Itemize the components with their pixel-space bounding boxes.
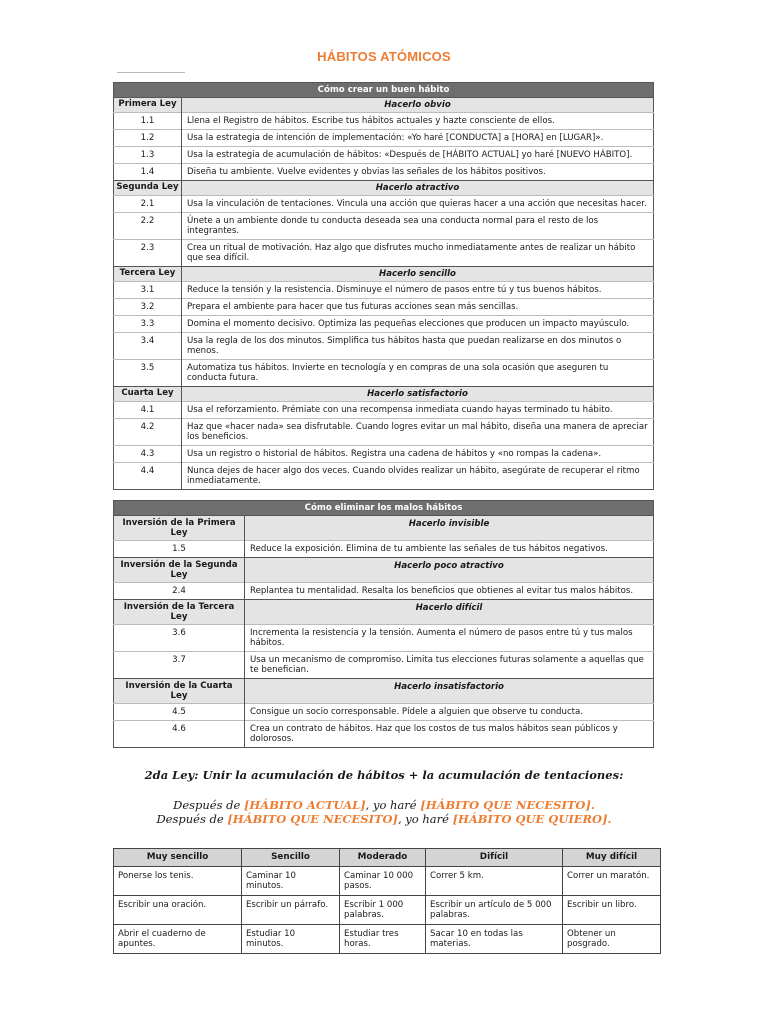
item-number: 2.1: [114, 196, 182, 213]
item-text: Domina el momento decisivo. Optimiza las pequeñas elecciones que producen un impacto mayúsculo.: [182, 316, 654, 333]
table-row: [114, 925, 661, 954]
item-text: Haz que «hacer nada» sea disfrutable. Cuando logres evitar un mal hábito, diseña una manera de apreciar los beneficios.: [182, 419, 654, 446]
item-number: 3.3: [114, 316, 182, 333]
formula-highlight: [HÁBITO QUE NECESITO]: [420, 798, 591, 812]
item-number: 2.3: [114, 240, 182, 267]
law-label: Tercera Ley: [114, 267, 182, 282]
law-label: Cuarta Ley: [114, 387, 182, 402]
item-text: Incrementa la resistencia y la tensión. Aumenta el número de pasos entre tú y tus malos hábitos.: [245, 625, 654, 652]
difficulty-cell: Escribir un párrafo.: [242, 896, 340, 925]
item-text: Llena el Registro de hábitos. Escribe tus hábitos actuales y hazte consciente de ellos.: [182, 113, 654, 130]
law-row: [114, 600, 654, 625]
item-number: 3.1: [114, 282, 182, 299]
formula-line-2: [0, 812, 768, 826]
item-text: Usa la vinculación de tentaciones. Vincula una acción que quieras hacer a una acción que necesitas hacer.: [182, 196, 654, 213]
item-number: 3.4: [114, 333, 182, 360]
item-text: Usa la estrategia de intención de implementación: «Yo haré [CONDUCTA] a [HORA] en [LUGAR]».: [182, 130, 654, 147]
formula-text: , yo haré: [365, 798, 421, 812]
table-row: [114, 446, 654, 463]
formula-highlight: [HÁBITO QUE NECESITO]: [227, 812, 398, 826]
break-table-body: [114, 516, 654, 748]
difficulty-cell: Sacar 10 en todas las materias.: [426, 925, 563, 954]
item-text: Automatiza tus hábitos. Invierte en tecnología y en compras de una sola ocasión que aseguren tu conducta futura.: [182, 360, 654, 387]
law-label: Inversión de la Tercera Ley: [114, 600, 245, 625]
table-row: [114, 213, 654, 240]
item-number: 2.4: [114, 583, 245, 600]
table-row: [114, 113, 654, 130]
table-row: [114, 652, 654, 679]
item-number: 1.4: [114, 164, 182, 181]
table-row: [114, 164, 654, 181]
table-row: [114, 130, 654, 147]
law-name: Hacerlo sencillo: [182, 267, 654, 282]
item-number: 1.3: [114, 147, 182, 164]
item-text: Usa el reforzamiento. Prémiate con una recompensa inmediata cuando hayas terminado tu hábito.: [182, 402, 654, 419]
law-name: Hacerlo invisible: [245, 516, 654, 541]
item-number: 3.5: [114, 360, 182, 387]
law-label: Inversión de la Cuarta Ley: [114, 679, 245, 704]
item-text: Reduce la exposición. Elimina de tu ambiente las señales de tus hábitos negativos.: [245, 541, 654, 558]
law-name: Hacerlo insatisfactorio: [245, 679, 654, 704]
difficulty-cell: Abrir el cuaderno de apuntes.: [114, 925, 242, 954]
item-text: Diseña tu ambiente. Vuelve evidentes y obvias las señales de los hábitos positivos.: [182, 164, 654, 181]
item-text: Crea un ritual de motivación. Haz algo que disfrutes mucho inmediatamente antes de realizar un hábito que sea difícil.: [182, 240, 654, 267]
difficulty-table: [113, 848, 661, 954]
table-row: [114, 541, 654, 558]
formula-line-1: [0, 798, 768, 812]
difficulty-header: Difícil: [426, 849, 563, 867]
difficulty-header: Muy difícil: [563, 849, 661, 867]
difficulty-cell: Estudiar tres horas.: [340, 925, 426, 954]
table-row: [114, 704, 654, 721]
item-number: 2.2: [114, 213, 182, 240]
table-row: [114, 299, 654, 316]
break-habit-table: [113, 500, 654, 748]
formula-text: Después de: [173, 798, 244, 812]
law-name: Hacerlo satisfactorio: [182, 387, 654, 402]
difficulty-cell: Correr un maratón.: [563, 867, 661, 896]
table-row: [114, 360, 654, 387]
law-row: [114, 267, 654, 282]
difficulty-header: Muy sencillo: [114, 849, 242, 867]
table-row: [114, 583, 654, 600]
item-number: 3.6: [114, 625, 245, 652]
formula-text: Después de: [156, 812, 228, 826]
item-text: Replantea tu mentalidad. Resalta los beneficios que obtienes al evitar tus malos hábitos.: [245, 583, 654, 600]
item-text: Nunca dejes de hacer algo dos veces. Cuando olvides realizar un hábito, asegúrate de recuperar el ritmo inmediatamente.: [182, 463, 654, 490]
create-habit-table: [113, 82, 654, 490]
law-row: [114, 558, 654, 583]
law-name: Hacerlo atractivo: [182, 181, 654, 196]
law-name: Hacerlo obvio: [182, 98, 654, 113]
item-number: 4.6: [114, 721, 245, 748]
item-number: 4.5: [114, 704, 245, 721]
item-text: Usa un mecanismo de compromiso. Limita tus elecciones futuras solamente a aquellas que te benefician.: [245, 652, 654, 679]
table-row: [114, 316, 654, 333]
law-row: [114, 98, 654, 113]
table-row: [114, 721, 654, 748]
table-row: [114, 463, 654, 490]
difficulty-header: Sencillo: [242, 849, 340, 867]
difficulty-header: Moderado: [340, 849, 426, 867]
table-row: [114, 625, 654, 652]
item-text: Usa un registro o historial de hábitos. Registra una cadena de hábitos y «no rompas la cadena».: [182, 446, 654, 463]
law-label: Segunda Ley: [114, 181, 182, 196]
difficulty-cell: Escribir 1 000 palabras.: [340, 896, 426, 925]
table-row: [114, 896, 661, 925]
item-number: 3.2: [114, 299, 182, 316]
item-number: 4.2: [114, 419, 182, 446]
page-title: HÁBITOS ATÓMICOS: [317, 49, 451, 64]
item-number: 3.7: [114, 652, 245, 679]
table-row: [114, 402, 654, 419]
difficulty-cell: Escribir un artículo de 5 000 palabras.: [426, 896, 563, 925]
item-text: Consigue un socio corresponsable. Pídele a alguien que observe tu conducta.: [245, 704, 654, 721]
law-label: Inversión de la Segunda Ley: [114, 558, 245, 583]
item-number: 4.1: [114, 402, 182, 419]
difficulty-cell: Estudiar 10 minutos.: [242, 925, 340, 954]
formula-title: 2da Ley: Unir la acumulación de hábitos + la acumulación de tentaciones:: [144, 768, 624, 782]
item-number: 4.3: [114, 446, 182, 463]
table-row: [114, 282, 654, 299]
item-number: 1.5: [114, 541, 245, 558]
table-row: [114, 240, 654, 267]
formula-text: , yo haré: [397, 812, 453, 826]
law-row: [114, 679, 654, 704]
difficulty-cell: Obtener un posgrado.: [563, 925, 661, 954]
formula-text: .: [607, 812, 612, 826]
difficulty-cell: Caminar 10 000 pasos.: [340, 867, 426, 896]
law-row: [114, 181, 654, 196]
item-number: 4.4: [114, 463, 182, 490]
table-row: [114, 196, 654, 213]
law-name: Hacerlo difícil: [245, 600, 654, 625]
item-text: Únete a un ambiente donde tu conducta deseada sea una conducta normal para el resto de los integrantes.: [182, 213, 654, 240]
item-text: Crea un contrato de hábitos. Haz que los costos de tus malos hábitos sean públicos y dolorosos.: [245, 721, 654, 748]
item-text: Reduce la tensión y la resistencia. Disminuye el número de pasos entre tú y tus buenos hábitos.: [182, 282, 654, 299]
create-table-body: [114, 98, 654, 490]
item-text: Usa la estrategia de acumulación de hábitos: «Después de [HÁBITO ACTUAL] yo haré [NUEVO HÁBITO].: [182, 147, 654, 164]
difficulty-cell: Ponerse los tenis.: [114, 867, 242, 896]
formula-highlight: [HÁBITO QUE QUIERO]: [452, 812, 608, 826]
item-text: Usa la regla de los dos minutos. Simplifica tus hábitos hasta que puedan realizarse en dos minutos o menos.: [182, 333, 654, 360]
difficulty-cell: Escribir una oración.: [114, 896, 242, 925]
item-text: Prepara el ambiente para hacer que tus futuras acciones sean más sencillas.: [182, 299, 654, 316]
create-table-header: Cómo crear un buen hábito: [114, 83, 654, 98]
table-row: [114, 333, 654, 360]
break-table-header: Cómo eliminar los malos hábitos: [114, 501, 654, 516]
item-number: 1.1: [114, 113, 182, 130]
table-row: [114, 419, 654, 446]
difficulty-cell: Escribir un libro.: [563, 896, 661, 925]
law-row: [114, 387, 654, 402]
law-label: Primera Ley: [114, 98, 182, 113]
item-number: 1.2: [114, 130, 182, 147]
difficulty-cell: Caminar 10 minutos.: [242, 867, 340, 896]
law-name: Hacerlo poco atractivo: [245, 558, 654, 583]
law-row: [114, 516, 654, 541]
formula-text: .: [590, 798, 595, 812]
table-row: [114, 867, 661, 896]
law-label: Inversión de la Primera Ley: [114, 516, 245, 541]
formula-highlight: [HÁBITO ACTUAL]: [243, 798, 366, 812]
scan-artifact: [117, 72, 185, 76]
difficulty-cell: Correr 5 km.: [426, 867, 563, 896]
table-row: [114, 147, 654, 164]
